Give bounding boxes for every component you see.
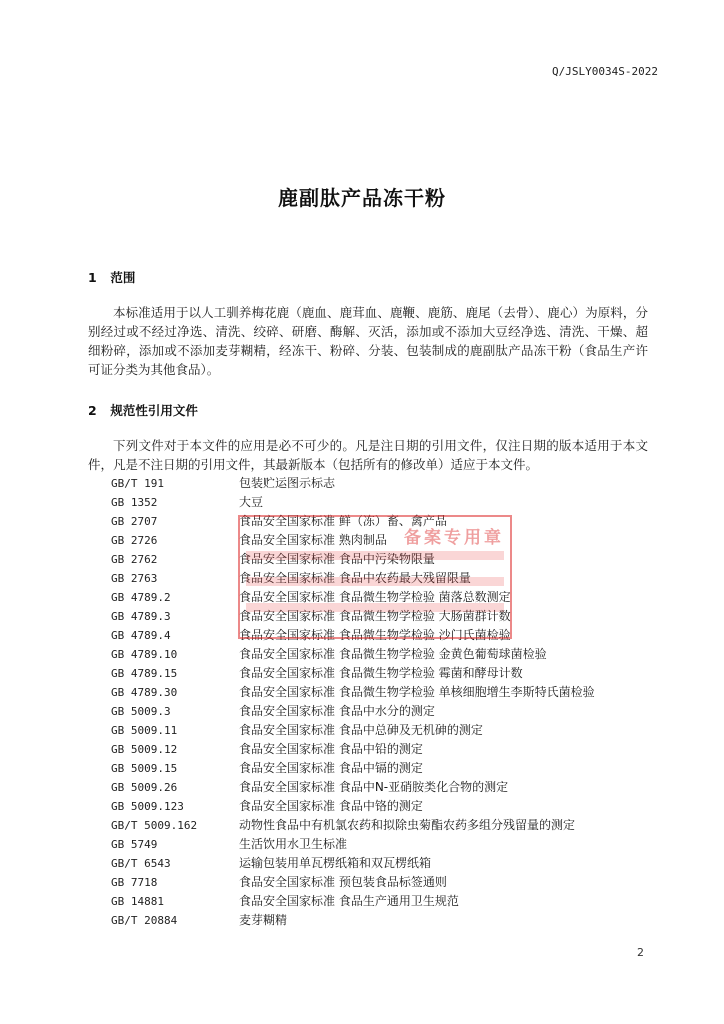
reference-title: 食品安全国家标准 食品微生物学检验 金黄色葡萄球菌检验 — [239, 647, 547, 661]
filing-stamp — [238, 515, 512, 639]
reference-row — [111, 816, 651, 835]
reference-title: 食品安全国家标准 食品生产通用卫生规范 — [239, 894, 459, 908]
page-number: 2 — [637, 946, 644, 959]
reference-code: GB/T 6543 — [111, 857, 171, 870]
reference-row — [111, 664, 651, 683]
reference-title: 食品安全国家标准 食品中铅的测定 — [239, 742, 423, 756]
standard-code: Q/JSLY0034S-2022 — [552, 65, 658, 78]
stamp-band — [246, 577, 504, 586]
reference-code: GB 4789.10 — [111, 648, 178, 661]
reference-code: GB 5009.123 — [111, 800, 184, 813]
reference-row — [111, 702, 651, 721]
section-2-number: 2 — [88, 403, 97, 418]
reference-title: 动物性食品中有机氯农药和拟除虫菊酯农药多组分残留量的测定 — [239, 818, 576, 832]
stamp-band — [246, 551, 504, 560]
reference-row — [111, 854, 651, 873]
reference-row — [111, 873, 651, 892]
reference-title: 食品安全国家标准 食品微生物学检验 霉菌和酵母计数 — [239, 666, 523, 680]
reference-row — [111, 683, 651, 702]
section-1-paragraph: 本标准适用于以人工驯养梅花鹿（鹿血、鹿茸血、鹿鞭、鹿筋、鹿尾（去骨）、鹿心）为原料，分别经过或不经过净选、清洗、绞碎、研磨、酶解、灭活，添加或不添加大豆经净选、清洗、干燥、超细粉碎，添加或不添加麦芽糊精，经冻干、粉碎、分装、包装制成的鹿副肽产品冻干粉（食品生产许可证分类为其他食品）。 — [88, 305, 648, 377]
reference-row — [111, 911, 651, 930]
reference-row — [111, 645, 651, 664]
reference-row — [111, 892, 651, 911]
reference-title: 食品安全国家标准 食品微生物学检验 沙门氏菌检验 — [239, 628, 511, 642]
reference-row — [111, 759, 651, 778]
reference-code: GB 5009.15 — [111, 762, 178, 775]
reference-title: 食品安全国家标准 预包装食品标签通则 — [239, 875, 447, 889]
reference-title: 食品安全国家标准 食品中N-亚硝胺类化合物的测定 — [239, 780, 509, 794]
section-2-title: 规范性引用文件 — [110, 403, 198, 418]
reference-title: 食品安全国家标准 熟肉制品 — [239, 533, 387, 547]
reference-code: GB/T 5009.162 — [111, 819, 198, 832]
reference-title: 食品安全国家标准 食品微生物学检验 大肠菌群计数 — [239, 609, 511, 623]
reference-row — [111, 740, 651, 759]
section-2-paragraph: 下列文件对于本文件的应用是必不可少的。凡是注日期的引用文件，仅注日期的版本适用于本文件，凡是不注日期的引用文件，其最新版本（包括所有的修改单）适应于本文件。 — [88, 438, 648, 472]
reference-code: GB 5009.11 — [111, 724, 178, 737]
reference-title: 食品安全国家标准 鲜（冻）畜、禽产品 — [239, 514, 447, 528]
reference-code: GB 14881 — [111, 895, 164, 908]
section-1-number: 1 — [88, 270, 97, 285]
reference-code: GB 2726 — [111, 534, 158, 547]
reference-title: 食品安全国家标准 食品微生物学检验 单核细胞增生李斯特氏菌检验 — [239, 685, 595, 699]
reference-code: GB 5009.26 — [111, 781, 178, 794]
reference-code: GB 4789.30 — [111, 686, 178, 699]
reference-title: 食品安全国家标准 食品中铬的测定 — [239, 799, 423, 813]
reference-code: GB 4789.2 — [111, 591, 171, 604]
reference-code: GB 2763 — [111, 572, 158, 585]
reference-title: 食品安全国家标准 食品中总砷及无机砷的测定 — [239, 723, 483, 737]
section-1-title: 范围 — [110, 270, 136, 285]
stamp-text: 备案专用章 — [404, 528, 504, 548]
section-1-heading — [88, 268, 135, 286]
reference-code: GB 7718 — [111, 876, 158, 889]
reference-title: 大豆 — [239, 495, 264, 509]
reference-code: GB/T 20884 — [111, 914, 178, 927]
reference-row — [111, 797, 651, 816]
reference-code: GB 4789.15 — [111, 667, 178, 680]
reference-title: 食品安全国家标准 食品中污染物限量 — [239, 552, 435, 566]
reference-code: GB 2707 — [111, 515, 158, 528]
reference-code: GB 5009.12 — [111, 743, 178, 756]
reference-code: GB 4789.4 — [111, 629, 171, 642]
document-title: 鹿副肽产品冻干粉 — [278, 186, 446, 210]
reference-title: 食品安全国家标准 食品中水分的测定 — [239, 704, 435, 718]
reference-title: 食品安全国家标准 食品微生物学检验 菌落总数测定 — [239, 590, 511, 604]
reference-code: GB 2762 — [111, 553, 158, 566]
reference-title: 食品安全国家标准 食品中农药最大残留限量 — [239, 571, 471, 585]
reference-code: GB 1352 — [111, 496, 158, 509]
reference-title: 运输包装用单瓦楞纸箱和双瓦楞纸箱 — [239, 856, 432, 870]
stamp-band — [246, 603, 504, 612]
reference-code: GB/T 191 — [111, 477, 164, 490]
reference-code: GB 4789.3 — [111, 610, 171, 623]
reference-code: GB 5009.3 — [111, 705, 171, 718]
reference-title: 包装贮运图示标志 — [239, 476, 336, 490]
reference-row — [111, 493, 651, 512]
reference-title: 麦芽糊精 — [239, 913, 288, 927]
reference-title: 食品安全国家标准 食品中镉的测定 — [239, 761, 423, 775]
reference-row — [111, 721, 651, 740]
reference-title: 生活饮用水卫生标准 — [239, 837, 348, 851]
section-2-heading — [88, 401, 198, 419]
reference-code: GB 5749 — [111, 838, 158, 851]
reference-row — [111, 778, 651, 797]
reference-row — [111, 835, 651, 854]
reference-row — [111, 474, 651, 493]
